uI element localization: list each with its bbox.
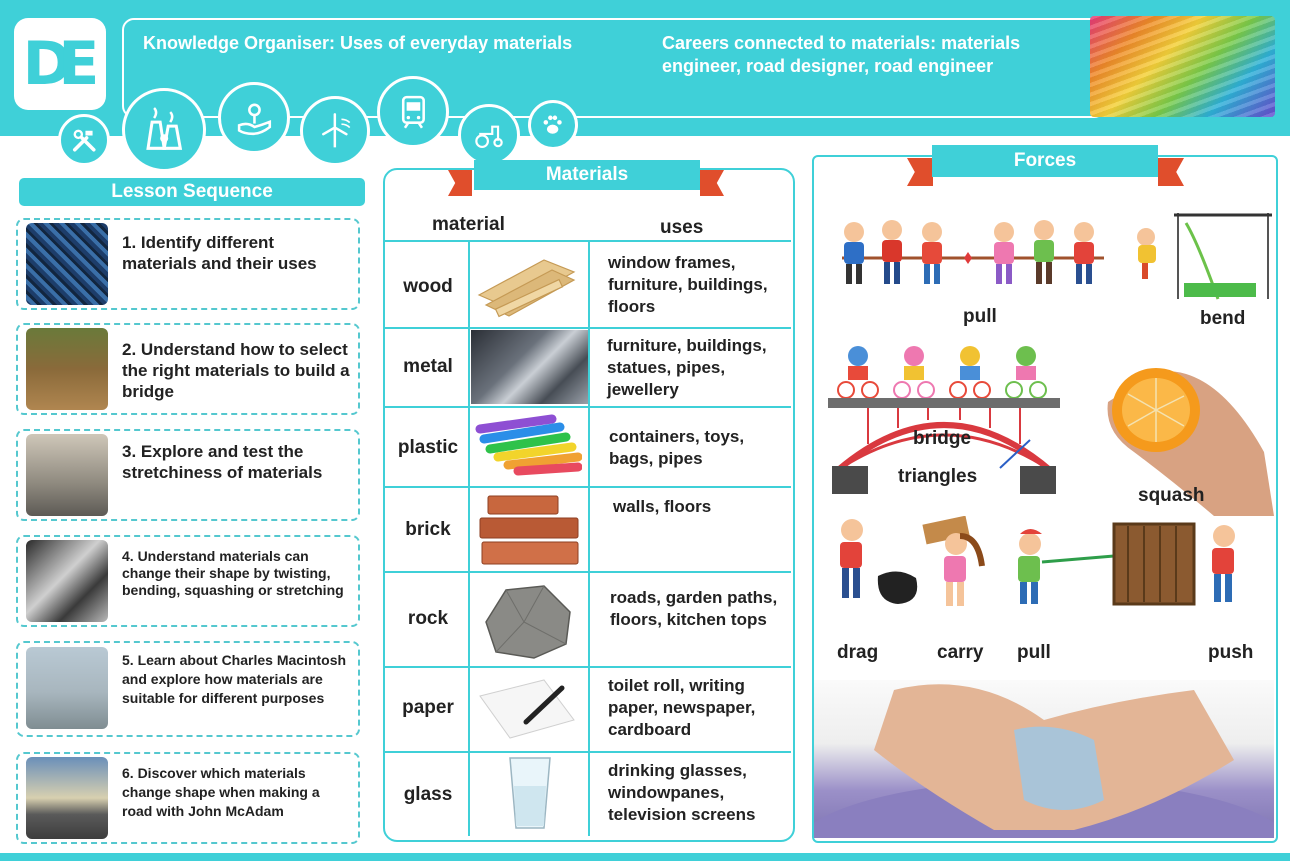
metal-image [471, 330, 588, 404]
plastic-tubes-image [474, 413, 582, 485]
lesson-item-text: 2. Understand how to select the right materials to build a bridge [122, 340, 350, 401]
materials-heading: Materials [474, 160, 700, 190]
lesson-item-text: 3. Explore and test the stretchiness of materials [122, 442, 323, 482]
bottom-band [0, 853, 1290, 861]
lesson-sequence-heading: Lesson Sequence [19, 178, 365, 206]
material-name: metal [403, 356, 453, 377]
table-column-divider [588, 240, 590, 836]
page-title: Knowledge Organiser: Uses of everyday materials [143, 33, 573, 53]
material-uses: containers, toys, bags, pipes [609, 427, 745, 468]
lesson-item [16, 429, 360, 521]
force-label-drag: drag [837, 642, 879, 663]
road-image [26, 757, 108, 839]
material-uses: window frames, furniture, buildings, floors [608, 253, 768, 316]
tractor-icon [458, 104, 520, 166]
force-label-pull-2: pull [1017, 642, 1051, 663]
shapes-image [26, 540, 108, 622]
force-label-bridge: bridge [913, 428, 972, 449]
lesson-item [16, 218, 360, 310]
material-uses: walls, floors [613, 497, 712, 516]
logo [14, 18, 106, 110]
glass-image [506, 756, 554, 830]
rock-image [474, 582, 582, 654]
paper-image [474, 674, 582, 746]
material-uses: drinking glasses, windowpanes, television screens [608, 761, 756, 824]
table-column-divider [468, 240, 470, 836]
drag-carry-pull-push-illustration [828, 516, 1268, 628]
material-name: glass [403, 784, 453, 805]
rainbow-waves-image [1090, 16, 1275, 117]
lesson-item [16, 752, 360, 844]
train-icon [377, 76, 449, 148]
power-station-icon [122, 88, 206, 172]
bricks-image [474, 492, 582, 564]
force-label-bend: bend [1200, 308, 1246, 329]
careers-text: Careers connected to materials: materials engineer, road designer, road engineer [662, 33, 1021, 76]
stretching-image [26, 434, 108, 516]
lesson-item [16, 535, 360, 627]
lesson-item-text: 4. Understand materials can change their shape by twisting, bending, squashing or stretching [122, 548, 344, 598]
material-uses: toilet roll, writing paper, newspaper, cardboard [608, 676, 756, 739]
force-label-squash: squash [1138, 485, 1205, 506]
force-label-carry: carry [937, 642, 984, 663]
lesson-item [16, 641, 360, 737]
material-name: paper [402, 697, 454, 718]
wooden-bridge-image [26, 328, 108, 410]
lesson-item [16, 323, 360, 415]
raincoat-beach-image [26, 647, 108, 729]
lesson-item-text: 6. Discover which materials change shape when making a road with John McAdam [122, 765, 320, 819]
tools-icon [58, 114, 110, 166]
paw-icon [528, 100, 578, 150]
material-name: rock [407, 608, 449, 629]
rope-image [26, 223, 108, 305]
force-label-triangles: triangles [898, 466, 978, 487]
material-name: wood [403, 276, 453, 297]
material-name: brick [405, 519, 451, 540]
wringing-cloth-image [814, 680, 1274, 838]
logo-text: DE [22, 29, 86, 99]
wood-image [474, 250, 582, 322]
column-header-material: material [432, 214, 505, 235]
lesson-item-text: 1. Identify different materials and their uses [122, 233, 317, 273]
column-header-uses: uses [660, 217, 704, 238]
force-label-pull: pull [963, 306, 997, 327]
plant-hand-icon [218, 82, 290, 154]
wind-turbine-icon [300, 96, 370, 166]
tug-of-war-illustration [832, 218, 1112, 294]
lesson-item-text: 5. Learn about Charles Macintosh and explore how materials are suitable for different purposes [122, 652, 347, 706]
pole-vault-illustration [1128, 203, 1274, 303]
force-label-push: push [1208, 642, 1254, 663]
material-uses: roads, garden paths, floors, kitchen tops [610, 588, 778, 629]
forces-heading: Forces [932, 145, 1158, 177]
material-name: plastic [397, 437, 459, 458]
material-uses: furniture, buildings, statues, pipes, jewellery [607, 336, 767, 399]
